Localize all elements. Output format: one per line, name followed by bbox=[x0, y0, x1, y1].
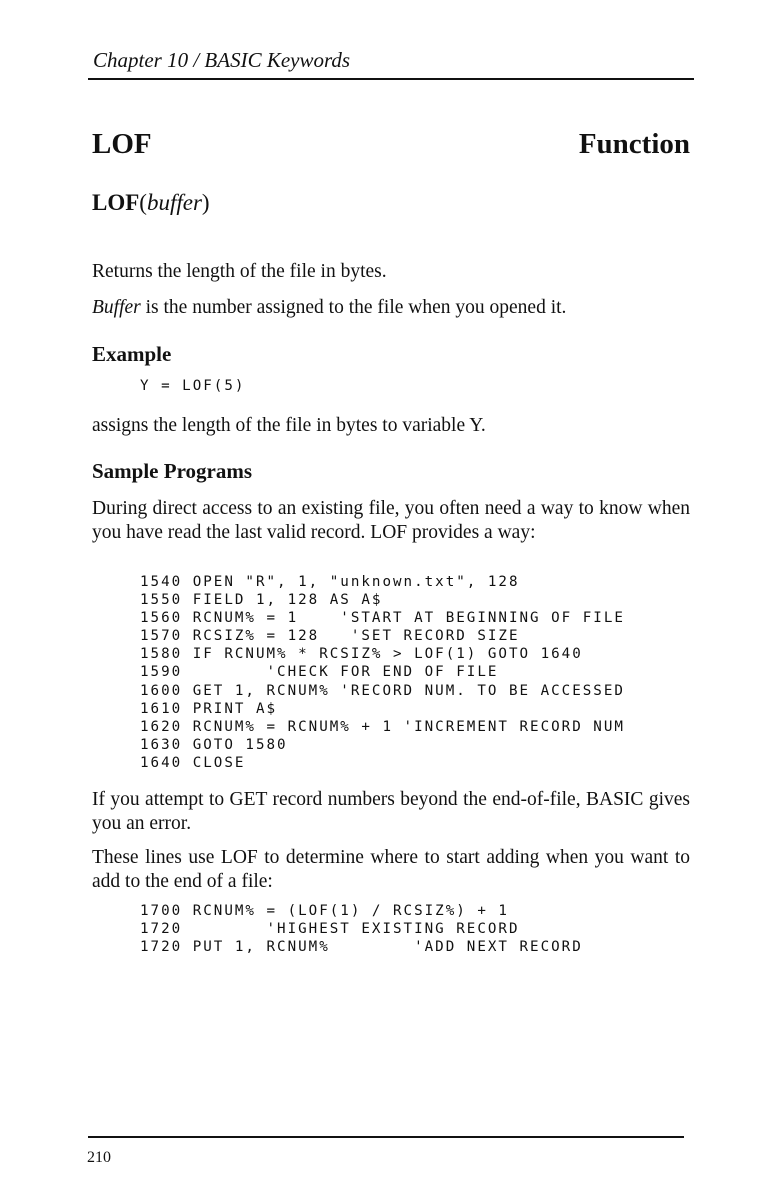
code-line: 1620 RCNUM% = RCNUM% + 1 'INCREMENT RECORD NUM bbox=[140, 718, 625, 735]
code-line: 1610 PRINT A$ bbox=[140, 700, 278, 717]
syntax-keyword: LOF bbox=[92, 190, 140, 215]
code-line: 1640 CLOSE bbox=[140, 754, 246, 771]
sample-program-2 bbox=[140, 902, 583, 956]
append-intro-paragraph: These lines use LOF to determine where to start adding when you want to add to the end of a file: bbox=[92, 847, 690, 892]
code-line: 1540 OPEN "R", 1, "unknown.txt", 128 bbox=[140, 574, 520, 590]
header-rule bbox=[88, 78, 694, 80]
example-heading: Example bbox=[92, 342, 172, 366]
syntax-argument: buffer bbox=[146, 190, 202, 215]
code-line: 1560 RCNUM% = 1 'START AT BEGINNING OF FILE bbox=[140, 610, 625, 627]
example-code-line: Y = LOF(5) bbox=[140, 378, 246, 394]
code-line: 1630 GOTO 1580 bbox=[140, 736, 288, 753]
example-code bbox=[140, 377, 245, 395]
code-line: 1590 'CHECK FOR END OF FILE bbox=[140, 664, 499, 681]
page-number: 210 bbox=[87, 1149, 111, 1166]
code-line: 1720 PUT 1, RCNUM% 'ADD NEXT RECORD bbox=[140, 939, 583, 956]
buffer-paragraph bbox=[92, 296, 690, 320]
footer-rule bbox=[88, 1136, 684, 1138]
buffer-text: is the number assigned to the file when you opened it. bbox=[140, 297, 567, 318]
sample-program-1 bbox=[140, 573, 625, 772]
returns-paragraph: Returns the length of the file in bytes. bbox=[92, 261, 387, 282]
code-line: 1720 'HIGHEST EXISTING RECORD bbox=[140, 921, 520, 938]
example-explanation: assigns the length of the file in bytes to variable Y. bbox=[92, 415, 486, 436]
code-line: 1600 GET 1, RCNUM% 'RECORD NUM. TO BE ACCESSED bbox=[140, 682, 625, 699]
code-line: 1570 RCSIZ% = 128 'SET RECORD SIZE bbox=[140, 628, 520, 645]
syntax-open-paren: ( bbox=[139, 190, 147, 215]
code-line: 1580 IF RCNUM% * RCSIZ% > LOF(1) GOTO 1640 bbox=[140, 646, 583, 663]
sample-intro-paragraph: During direct access to an existing file, you often need a way to know when you have read the last valid record. LOF provides a way: bbox=[92, 498, 690, 543]
syntax-line bbox=[92, 190, 210, 216]
keyword-category: Function bbox=[578, 128, 690, 160]
eof-error-paragraph: If you attempt to GET record numbers beyond the end-of-file, BASIC gives you an error. bbox=[92, 789, 690, 834]
keyword-title-row bbox=[92, 128, 690, 161]
code-line: 1550 FIELD 1, 128 AS A$ bbox=[140, 592, 383, 609]
code-line: 1700 RCNUM% = (LOF(1) / RCSIZ%) + 1 bbox=[140, 903, 509, 919]
running-head: Chapter 10 / BASIC Keywords bbox=[93, 48, 351, 72]
buffer-term: Buffer bbox=[92, 297, 141, 318]
keyword-name: LOF bbox=[92, 128, 152, 160]
syntax-close-paren: ) bbox=[201, 190, 210, 215]
sample-programs-heading: Sample Programs bbox=[92, 459, 253, 483]
